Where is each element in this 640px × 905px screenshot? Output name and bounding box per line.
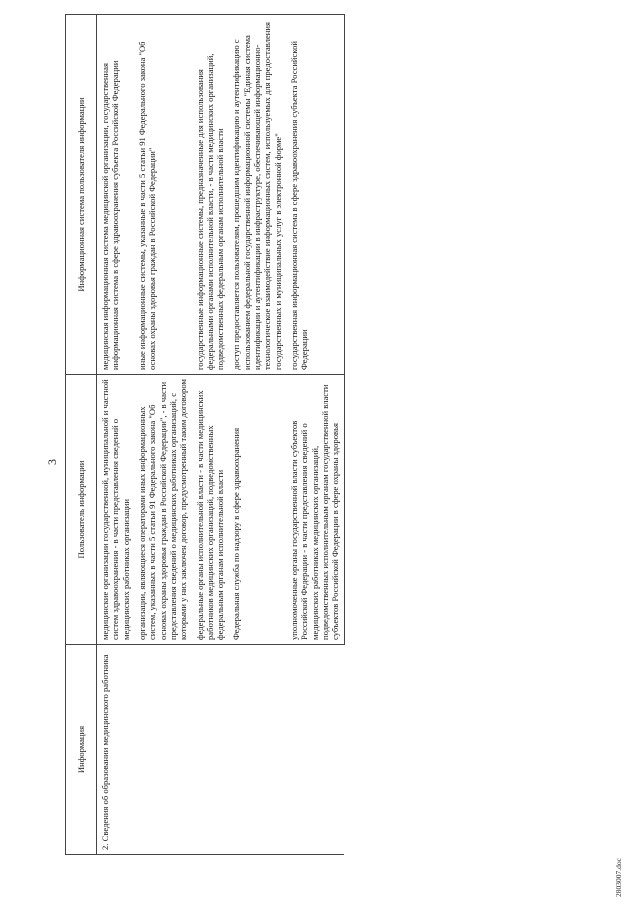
header-info: Информация bbox=[66, 645, 97, 855]
table-row bbox=[97, 15, 134, 855]
row-system: государственная информационная система в сфере здравоохранения субъекта Российской Федерации bbox=[286, 15, 344, 375]
header-user: Пользователь информации bbox=[66, 375, 97, 645]
table-header-row bbox=[66, 15, 97, 855]
row-user: уполномоченные органы государственной власти субъектов Российской Федерации - в части представления сведений о медицинских работниках медицинских организаций, подведомственных исполнительным органам государственной власти субъектов Российской Федерации в сфере охраны здоровья bbox=[286, 375, 344, 645]
row-system: иные информационные системы, указанные в части 5 статьи 91 Федерального закона "Об основах охраны здоровья граждан в Российской Федерации" bbox=[134, 15, 192, 375]
row-user: федеральные органы исполнительной власти - в части медицинских работников медицинских организаций, подведомственных федеральным органам исполнительной власти bbox=[192, 375, 229, 645]
row-system: государственные информационные системы, предназначенные для использования федеральными органами исполнительной власти, - в части медицинских организаций, подведомственных федеральным органам исполнительной власти bbox=[192, 15, 229, 375]
row-user: медицинские организации государственной, муниципальной и частной систем здравоохранения - в части представления сведений о медицинских работниках организации bbox=[97, 375, 134, 645]
row-system: доступ предоставляется пользователям, прошедшим идентификацию и аутентификацию с использованием федеральной государственной информационной системы "Единая система идентификации и аутентификации в инфраструктуре, обеспечивающей информационно-технологическое взаимодействие информационных систем, используемых для предоставления государственных и муниципальных услуг в электронной форме" bbox=[228, 15, 286, 375]
header-system: Информационная система пользователя информации bbox=[66, 15, 97, 375]
page-number: 3 bbox=[45, 459, 59, 465]
row-system: медицинская информационная система медицинской организации, государственная информационная система в сфере здравоохранения субъекта Российской Федерации bbox=[97, 15, 134, 375]
document-table bbox=[65, 14, 345, 855]
section-title: 2. Сведения об образовании медицинского работника bbox=[97, 645, 345, 855]
row-user: организации, являющиеся операторами иных информационных систем, указанных в части 5 статьи 91 Федерального закона "Об основах охраны здоровья граждан в Российской Федерации", - в части представления сведений о медицинских работниках организаций, с которыми у них заключен договор, предусмотренный таким договором bbox=[134, 375, 192, 645]
row-user: Федеральная служба по надзору в сфере здравоохранения bbox=[228, 375, 286, 645]
footer-code: 2803007.doc bbox=[614, 858, 623, 897]
